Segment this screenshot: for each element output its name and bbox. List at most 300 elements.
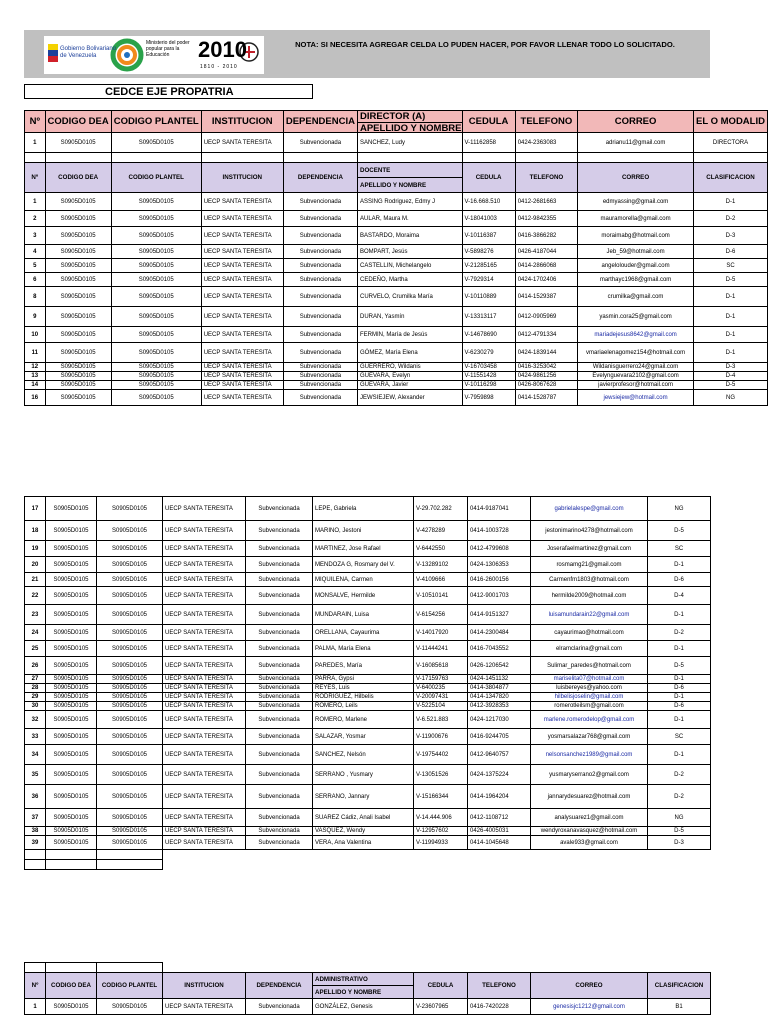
row-codigo-plantel: S0905D0105 bbox=[97, 557, 163, 573]
row-institucion: UECP SANTA TERESITA bbox=[163, 541, 246, 557]
header-person bbox=[357, 163, 462, 193]
empty-cell bbox=[313, 963, 414, 973]
row-n: 30 bbox=[25, 702, 46, 711]
row-nombre: CURVELO, Crumilka María bbox=[357, 287, 462, 307]
row-correo: Wildanisguerrero24@gmail.com bbox=[578, 363, 694, 372]
row-telefono: 0412-9640757 bbox=[468, 745, 531, 765]
row-codigo-dea: S0905D0105 bbox=[45, 193, 111, 211]
row-n: 39 bbox=[25, 836, 46, 850]
row-codigo-plantel: S0905D0105 bbox=[97, 999, 163, 1015]
row-telefono: 0426-4005031 bbox=[468, 827, 531, 836]
table-row bbox=[25, 729, 711, 745]
row-dependencia: Subvencionada bbox=[246, 785, 313, 809]
row-institucion: UECP SANTA TERESITA bbox=[163, 587, 246, 605]
table-row bbox=[25, 641, 711, 657]
row-institucion: UECP SANTA TERESITA bbox=[201, 327, 283, 343]
row-cedula: V-11551428 bbox=[462, 372, 515, 381]
row-nombre: ROMERO, Marlene bbox=[313, 711, 414, 729]
row-clasificacion: D-1 bbox=[693, 287, 767, 307]
header-institucion: INSTITUCION bbox=[163, 973, 246, 999]
header-telefono: TELEFONO bbox=[468, 973, 531, 999]
row-dependencia: Subvencionada bbox=[246, 765, 313, 785]
row-correo: yosmarsalazar768@gmail.com bbox=[531, 729, 648, 745]
row-codigo-dea: S0905D0105 bbox=[46, 702, 97, 711]
row-telefono: 0414-1003728 bbox=[468, 521, 531, 541]
row-clasificacion: D-1 bbox=[693, 327, 767, 343]
row-clasificacion: D-4 bbox=[648, 587, 711, 605]
empty-cell bbox=[163, 963, 246, 973]
header-apellido-nombre: APELLIDO Y NOMBRE bbox=[359, 181, 427, 189]
row-telefono: 0424-1839144 bbox=[515, 343, 577, 363]
empty-cell bbox=[46, 963, 97, 973]
row-nombre: SUAREZ Cádiz, Anali Isabel bbox=[313, 809, 414, 827]
row-telefono: 0412-9842355 bbox=[515, 211, 577, 227]
row-clasificacion: SC bbox=[648, 729, 711, 745]
header-correo: CORREO bbox=[531, 973, 648, 999]
row-correo: elramclarina@gmail.com bbox=[531, 641, 648, 657]
row-institucion: UECP SANTA TERESITA bbox=[201, 363, 283, 372]
empty-cell bbox=[201, 153, 283, 163]
row-institucion: UECP SANTA TERESITA bbox=[201, 227, 283, 245]
row-correo: edmyassing@gmail.com bbox=[578, 193, 694, 211]
header-n: Nº bbox=[25, 163, 46, 193]
row-telefono: 0414-1964204 bbox=[468, 785, 531, 809]
row-clasificacion: DIRECTORA bbox=[693, 133, 767, 153]
row-nombre: PALMA, María Elena bbox=[313, 641, 414, 657]
row-codigo-dea: S0905D0105 bbox=[46, 541, 97, 557]
row-cedula: V-16085618 bbox=[414, 657, 468, 675]
row-cedula: V-10116298 bbox=[462, 381, 515, 390]
row-nombre: PAREDES, María bbox=[313, 657, 414, 675]
empty-row bbox=[25, 860, 711, 870]
row-clasificacion: D-6 bbox=[648, 573, 711, 587]
row-codigo-dea: S0905D0105 bbox=[45, 273, 111, 287]
empty-cell bbox=[693, 153, 767, 163]
row-dependencia: Subvencionada bbox=[283, 327, 357, 343]
row-telefono: 0414-2300484 bbox=[468, 625, 531, 641]
row-codigo-plantel: S0905D0105 bbox=[111, 245, 201, 259]
row-institucion: UECP SANTA TERESITA bbox=[163, 809, 246, 827]
empty-cell bbox=[414, 860, 468, 870]
header-role: DIRECTOR (A) bbox=[358, 111, 462, 123]
row-codigo-plantel: S0905D0105 bbox=[111, 133, 201, 153]
row-nombre: GONZÁLEZ, Genesis bbox=[313, 999, 414, 1015]
row-telefono: 0412-2681663 bbox=[515, 193, 577, 211]
row-n: 8 bbox=[25, 287, 46, 307]
row-clasificacion: D-2 bbox=[648, 765, 711, 785]
empty-cell bbox=[313, 860, 414, 870]
empty-cell bbox=[45, 153, 111, 163]
row-telefono: 0426-4187044 bbox=[515, 245, 577, 259]
row-codigo-plantel: S0905D0105 bbox=[111, 307, 201, 327]
personnel-table-2 bbox=[24, 496, 711, 870]
row-institucion: UECP SANTA TERESITA bbox=[163, 497, 246, 521]
row-n: 5 bbox=[25, 259, 46, 273]
row-cedula: V-6400235 bbox=[414, 684, 468, 693]
row-nombre: CASTELLIN, Michelangelo bbox=[357, 259, 462, 273]
table-row bbox=[25, 684, 711, 693]
row-correo: rosmamg21@gmail.com bbox=[531, 557, 648, 573]
row-n: 32 bbox=[25, 711, 46, 729]
row-institucion: UECP SANTA TERESITA bbox=[201, 273, 283, 287]
row-dependencia: Subvencionada bbox=[283, 381, 357, 390]
row-nombre: AULAR, Maura M. bbox=[357, 211, 462, 227]
table-row bbox=[25, 541, 711, 557]
row-telefono: 0424-1375224 bbox=[468, 765, 531, 785]
row-codigo-dea: S0905D0105 bbox=[46, 497, 97, 521]
row-telefono: 0424-2363083 bbox=[515, 133, 577, 153]
row-codigo-dea: S0905D0105 bbox=[45, 227, 111, 245]
row-telefono: 0414-9151327 bbox=[468, 605, 531, 625]
row-clasificacion: D-5 bbox=[648, 827, 711, 836]
table-row bbox=[25, 657, 711, 675]
row-cedula: V-11900676 bbox=[414, 729, 468, 745]
empty-cell bbox=[462, 153, 515, 163]
empty-cell bbox=[46, 850, 97, 860]
row-telefono: 0424-1217030 bbox=[468, 711, 531, 729]
row-telefono: 0414-1529387 bbox=[515, 287, 577, 307]
row-cedula: V-12957602 bbox=[414, 827, 468, 836]
row-n: 13 bbox=[25, 372, 46, 381]
row-clasificacion: D-1 bbox=[648, 557, 711, 573]
row-codigo-dea: S0905D0105 bbox=[45, 343, 111, 363]
row-telefono: 0424-1451132 bbox=[468, 675, 531, 684]
row-telefono: 0412-0905969 bbox=[515, 307, 577, 327]
header-row bbox=[25, 111, 768, 133]
row-correo: mauramorella@gmail.com bbox=[578, 211, 694, 227]
header-person bbox=[313, 973, 414, 999]
empty-row bbox=[25, 153, 768, 163]
row-correo: hilbelisjoselin@gmail.com bbox=[531, 693, 648, 702]
row-nombre: MENDOZA G, Rosmary del V. bbox=[313, 557, 414, 573]
row-clasificacion: D-1 bbox=[648, 675, 711, 684]
row-cedula: V-13313117 bbox=[462, 307, 515, 327]
row-clasificacion: SC bbox=[648, 541, 711, 557]
row-codigo-plantel: S0905D0105 bbox=[97, 684, 163, 693]
row-n: 18 bbox=[25, 521, 46, 541]
empty-cell bbox=[246, 860, 313, 870]
row-codigo-dea: S0905D0105 bbox=[45, 381, 111, 390]
row-institucion: UECP SANTA TERESITA bbox=[201, 211, 283, 227]
row-n: 9 bbox=[25, 307, 46, 327]
empty-row bbox=[25, 963, 711, 973]
row-institucion: UECP SANTA TERESITA bbox=[201, 372, 283, 381]
table-row bbox=[25, 573, 711, 587]
row-n: 1 bbox=[25, 193, 46, 211]
header-cedula: CEDULA bbox=[462, 163, 515, 193]
row-telefono: 0426-1206542 bbox=[468, 657, 531, 675]
row-codigo-plantel: S0905D0105 bbox=[97, 573, 163, 587]
row-n: 33 bbox=[25, 729, 46, 745]
empty-cell bbox=[414, 850, 468, 860]
row-nombre: SANCHEZ, Ludy bbox=[357, 133, 462, 153]
row-nombre: MUNDARAIN, Luisa bbox=[313, 605, 414, 625]
row-codigo-plantel: S0905D0105 bbox=[97, 809, 163, 827]
row-cedula: V-10510141 bbox=[414, 587, 468, 605]
row-dependencia: Subvencionada bbox=[246, 497, 313, 521]
row-clasificacion: NG bbox=[693, 390, 767, 406]
row-telefono: 0414-3804877 bbox=[468, 684, 531, 693]
row-telefono: 0414-2866068 bbox=[515, 259, 577, 273]
row-correo: luisbereyes@yahoo.com bbox=[531, 684, 648, 693]
row-correo: nelsonsanchez1989@gmail.com bbox=[531, 745, 648, 765]
row-codigo-dea: S0905D0105 bbox=[45, 287, 111, 307]
row-codigo-plantel: S0905D0105 bbox=[97, 745, 163, 765]
row-cedula: V-6230279 bbox=[462, 343, 515, 363]
row-correo: Carmenfm1803@hotmail.com bbox=[531, 573, 648, 587]
row-codigo-plantel: S0905D0105 bbox=[97, 827, 163, 836]
header-codigo-dea: CODIGO DEA bbox=[46, 973, 97, 999]
bicentenario-years: 1810 - 2010 bbox=[200, 64, 238, 70]
table-row bbox=[25, 605, 711, 625]
row-cedula: V-11162858 bbox=[462, 133, 515, 153]
table-row bbox=[25, 227, 768, 245]
table-row bbox=[25, 587, 711, 605]
row-n: 3 bbox=[25, 227, 46, 245]
table-row bbox=[25, 625, 711, 641]
row-n: 2 bbox=[25, 211, 46, 227]
row-nombre: MONSALVE, Hermilde bbox=[313, 587, 414, 605]
row-n: 4 bbox=[25, 245, 46, 259]
row-clasificacion: D-1 bbox=[648, 711, 711, 729]
header-n: Nº bbox=[25, 973, 46, 999]
row-dependencia: Subvencionada bbox=[246, 684, 313, 693]
row-n: 12 bbox=[25, 363, 46, 372]
row-telefono: 0412-1108712 bbox=[468, 809, 531, 827]
row-dependencia: Subvencionada bbox=[246, 745, 313, 765]
row-clasificacion: D-5 bbox=[648, 657, 711, 675]
header-institucion: INSTITUCION bbox=[201, 111, 283, 133]
row-telefono: 0416-3866282 bbox=[515, 227, 577, 245]
row-correo: adrianu11@gmail.com bbox=[578, 133, 694, 153]
row-cedula: V-5898276 bbox=[462, 245, 515, 259]
row-clasificacion: B1 bbox=[648, 999, 711, 1015]
row-cedula: V-7959898 bbox=[462, 390, 515, 406]
row-institucion: UECP SANTA TERESITA bbox=[163, 999, 246, 1015]
row-correo: mariselita07@hotmail.com bbox=[531, 675, 648, 684]
row-correo: crumilka@gmail.com bbox=[578, 287, 694, 307]
row-n: 37 bbox=[25, 809, 46, 827]
row-n: 26 bbox=[25, 657, 46, 675]
row-institucion: UECP SANTA TERESITA bbox=[163, 557, 246, 573]
row-correo: yasmin.cora25@gmail.com bbox=[578, 307, 694, 327]
row-nombre: BASTARDO, Moraima bbox=[357, 227, 462, 245]
row-codigo-dea: S0905D0105 bbox=[46, 765, 97, 785]
empty-cell bbox=[97, 860, 163, 870]
row-codigo-dea: S0905D0105 bbox=[46, 729, 97, 745]
row-cedula: V-14.444.906 bbox=[414, 809, 468, 827]
row-codigo-plantel: S0905D0105 bbox=[97, 765, 163, 785]
row-telefono: 0424-1702406 bbox=[515, 273, 577, 287]
row-nombre: GUEVARA, Javier bbox=[357, 381, 462, 390]
row-institucion: UECP SANTA TERESITA bbox=[163, 765, 246, 785]
row-cedula: V-5225104 bbox=[414, 702, 468, 711]
row-clasificacion: D-5 bbox=[648, 521, 711, 541]
row-clasificacion: D-3 bbox=[648, 836, 711, 850]
row-cedula: V-10110889 bbox=[462, 287, 515, 307]
row-institucion: UECP SANTA TERESITA bbox=[163, 711, 246, 729]
row-codigo-plantel: S0905D0105 bbox=[111, 227, 201, 245]
empty-cell bbox=[468, 850, 531, 860]
row-dependencia: Subvencionada bbox=[283, 273, 357, 287]
row-n: 34 bbox=[25, 745, 46, 765]
row-institucion: UECP SANTA TERESITA bbox=[163, 521, 246, 541]
row-correo: javierprofesor@hotmail.com bbox=[578, 381, 694, 390]
row-codigo-plantel: S0905D0105 bbox=[97, 836, 163, 850]
row-telefono: 0414-9187041 bbox=[468, 497, 531, 521]
table-row bbox=[25, 307, 768, 327]
row-correo: Joserafaelmartinez@gmail.com bbox=[531, 541, 648, 557]
row-correo: marlene.romerodelop@gmail.com bbox=[531, 711, 648, 729]
empty-cell bbox=[111, 153, 201, 163]
row-dependencia: Subvencionada bbox=[246, 702, 313, 711]
table-row bbox=[25, 999, 711, 1015]
row-institucion: UECP SANTA TERESITA bbox=[163, 729, 246, 745]
table-row bbox=[25, 836, 711, 850]
row-cedula: V-4278289 bbox=[414, 521, 468, 541]
row-correo: yusmaryserrano2@gmail.com bbox=[531, 765, 648, 785]
row-institucion: UECP SANTA TERESITA bbox=[201, 245, 283, 259]
row-institucion: UECP SANTA TERESITA bbox=[163, 657, 246, 675]
row-correo: moraimabg@hotmail.com bbox=[578, 227, 694, 245]
row-codigo-plantel: S0905D0105 bbox=[97, 605, 163, 625]
row-codigo-plantel: S0905D0105 bbox=[111, 372, 201, 381]
header-telefono: TELEFONO bbox=[515, 111, 577, 133]
header-row bbox=[25, 163, 768, 193]
row-telefono: 0416-7420228 bbox=[468, 999, 531, 1015]
row-institucion: UECP SANTA TERESITA bbox=[201, 381, 283, 390]
row-codigo-dea: S0905D0105 bbox=[45, 327, 111, 343]
row-cedula: V-20097431 bbox=[414, 693, 468, 702]
row-dependencia: Subvencionada bbox=[246, 999, 313, 1015]
row-cedula: V-13051526 bbox=[414, 765, 468, 785]
row-cedula: V-23607965 bbox=[414, 999, 468, 1015]
row-cedula: V-16.668.510 bbox=[462, 193, 515, 211]
row-clasificacion: D-1 bbox=[648, 745, 711, 765]
row-institucion: UECP SANTA TERESITA bbox=[201, 307, 283, 327]
row-telefono: 0412-3928353 bbox=[468, 702, 531, 711]
row-codigo-plantel: S0905D0105 bbox=[111, 273, 201, 287]
row-dependencia: Subvencionada bbox=[246, 587, 313, 605]
row-telefono: 0426-8067628 bbox=[515, 381, 577, 390]
row-correo: marthayc1968@gmail.com bbox=[578, 273, 694, 287]
row-n: 25 bbox=[25, 641, 46, 657]
row-n: 19 bbox=[25, 541, 46, 557]
row-dependencia: Subvencionada bbox=[246, 675, 313, 684]
header-correo: CORREO bbox=[578, 111, 694, 133]
header-clasificacion: CLASIFICACION bbox=[648, 973, 711, 999]
row-dependencia: Subvencionada bbox=[246, 541, 313, 557]
row-nombre: MARTINEZ, Jose Rafael bbox=[313, 541, 414, 557]
row-cedula: V-29.702.282 bbox=[414, 497, 468, 521]
header-clasificacion: EL O MODALID bbox=[693, 111, 767, 133]
row-dependencia: Subvencionada bbox=[283, 133, 357, 153]
header-role: DOCENTE bbox=[358, 163, 462, 178]
row-correo: avale933@gmail.com bbox=[531, 836, 648, 850]
row-correo: Jeb_59@hotmail.com bbox=[578, 245, 694, 259]
header-role: ADMINISTRATIVO bbox=[313, 973, 413, 986]
row-dependencia: Subvencionada bbox=[283, 211, 357, 227]
row-correo: angelolouder@gmail.com bbox=[578, 259, 694, 273]
row-correo: jestonimarino4278@hotmail.com bbox=[531, 521, 648, 541]
row-institucion: UECP SANTA TERESITA bbox=[163, 605, 246, 625]
row-clasificacion: NG bbox=[648, 809, 711, 827]
row-codigo-plantel: S0905D0105 bbox=[111, 343, 201, 363]
row-cedula: V-21285165 bbox=[462, 259, 515, 273]
row-n: 35 bbox=[25, 765, 46, 785]
row-correo: Sulimar_paredes@hotmail.com bbox=[531, 657, 648, 675]
row-cedula: V-18041003 bbox=[462, 211, 515, 227]
row-cedula: V-17159763 bbox=[414, 675, 468, 684]
row-dependencia: Subvencionada bbox=[283, 259, 357, 273]
table-row bbox=[25, 363, 768, 372]
row-institucion: UECP SANTA TERESITA bbox=[163, 745, 246, 765]
row-nombre: ROMERO, Leils bbox=[313, 702, 414, 711]
row-correo: analysuarez1@gmail.com bbox=[531, 809, 648, 827]
empty-cell bbox=[46, 860, 97, 870]
table-row bbox=[25, 809, 711, 827]
empty-cell bbox=[578, 153, 694, 163]
row-nombre: PARRA, Gypsi bbox=[313, 675, 414, 684]
row-codigo-dea: S0905D0105 bbox=[45, 372, 111, 381]
row-nombre: ORELLANA, Cayaurima bbox=[313, 625, 414, 641]
row-clasificacion: D-5 bbox=[693, 273, 767, 287]
row-correo: hermilde2009@hotmail.com bbox=[531, 587, 648, 605]
table-row bbox=[25, 390, 768, 406]
row-codigo-dea: S0905D0105 bbox=[45, 363, 111, 372]
row-cedula: V-6442550 bbox=[414, 541, 468, 557]
row-telefono: 0412-4799608 bbox=[468, 541, 531, 557]
empty-cell bbox=[531, 963, 648, 973]
table-row bbox=[25, 245, 768, 259]
row-telefono: 0424-9861256 bbox=[515, 372, 577, 381]
table-row bbox=[25, 273, 768, 287]
row-dependencia: Subvencionada bbox=[246, 827, 313, 836]
row-dependencia: Subvencionada bbox=[246, 836, 313, 850]
personnel-table-1 bbox=[24, 110, 768, 406]
row-codigo-dea: S0905D0105 bbox=[46, 521, 97, 541]
row-telefono: 0412-9001703 bbox=[468, 587, 531, 605]
row-codigo-dea: S0905D0105 bbox=[46, 641, 97, 657]
row-codigo-plantel: S0905D0105 bbox=[97, 641, 163, 657]
row-nombre: SALAZAR, Yosmar bbox=[313, 729, 414, 745]
row-clasificacion: D-3 bbox=[693, 363, 767, 372]
row-codigo-dea: S0905D0105 bbox=[45, 133, 111, 153]
row-dependencia: Subvencionada bbox=[246, 641, 313, 657]
row-codigo-plantel: S0905D0105 bbox=[111, 327, 201, 343]
row-dependencia: Subvencionada bbox=[283, 372, 357, 381]
header-telefono: TELEFONO bbox=[515, 163, 577, 193]
row-codigo-plantel: S0905D0105 bbox=[97, 625, 163, 641]
row-cedula: V-19754402 bbox=[414, 745, 468, 765]
header-row bbox=[25, 973, 711, 999]
row-clasificacion: D-3 bbox=[693, 227, 767, 245]
table-row bbox=[25, 381, 768, 390]
row-codigo-plantel: S0905D0105 bbox=[97, 711, 163, 729]
row-nombre: SERRANO , Yusmary bbox=[313, 765, 414, 785]
row-institucion: UECP SANTA TERESITA bbox=[163, 702, 246, 711]
row-nombre: GUERRERO, Wildanis bbox=[357, 363, 462, 372]
header-correo: CORREO bbox=[578, 163, 694, 193]
row-codigo-plantel: S0905D0105 bbox=[97, 693, 163, 702]
table-row bbox=[25, 343, 768, 363]
table-row bbox=[25, 765, 711, 785]
row-n: 23 bbox=[25, 605, 46, 625]
row-n: 24 bbox=[25, 625, 46, 641]
row-codigo-dea: S0905D0105 bbox=[46, 605, 97, 625]
row-dependencia: Subvencionada bbox=[246, 693, 313, 702]
row-dependencia: Subvencionada bbox=[246, 605, 313, 625]
